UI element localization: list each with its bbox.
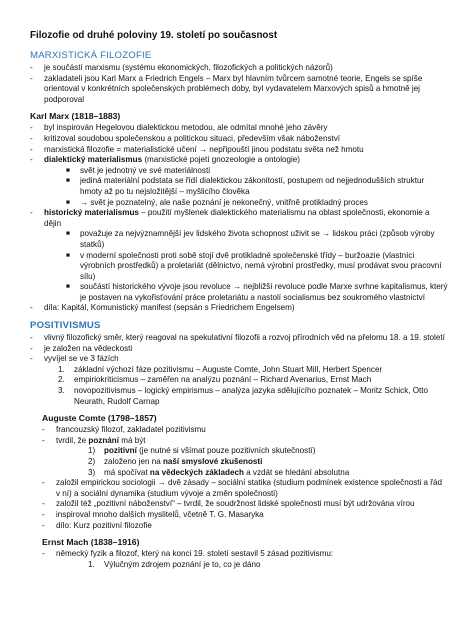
dash-marker: -: [42, 520, 45, 530]
dash-marker: -: [30, 155, 33, 165]
numbered-item: 1. Výlučným zdrojem poznání je to, co je dáno: [88, 559, 261, 569]
square-bullet-icon: ■: [66, 283, 70, 291]
number-marker: 3): [88, 467, 96, 477]
sub-list-item: ■ považuje za nejvýznamnější jev lidského života schopnost uživit se → lidskou práci (způsob výroby statků): [66, 229, 435, 249]
numbered-item: 3) má spočívat na vědeckých základech a vzdát se hledání absolutna: [88, 467, 350, 477]
numbered-item: 1. základní výchozí fáze pozitivismu – Auguste Comte, John Stuart Mill, Herbert Spencer: [58, 364, 383, 374]
numbered-item: 2) založeno jen na naší smyslové zkušenosti: [88, 457, 263, 466]
dash-marker: -: [42, 425, 45, 435]
numbered-item: 2. empiriokriticismus – zaměřen na analýzu poznání – Richard Avenarius, Ernst Mach: [58, 375, 372, 385]
person-heading-comte: Auguste Comte (1798–1857): [42, 413, 157, 424]
person-heading-mach: Ernst Mach (1838–1916): [42, 537, 140, 548]
dash-marker: -: [30, 73, 33, 83]
sub-list-item: ■ → svět je poznatelný, ale naše poznání je nekonečný, vnitřně protikladný proces: [66, 197, 368, 207]
sub-list-item: ■ součástí historického vývoje jsou revoluce → nejbližší revoluce podle Marxe svrhne kapitalismus, který je postaven na vykořisťování práce proletariátu a nastolí socialismus bez soukromého vlastnictví: [66, 282, 448, 302]
list-item: - zakladateli jsou Karl Marx a Friedrich Engels – Marx byl hlavním tvůrcem samotné teorie, Engels se spíše orientoval v konkrétních společenských problémech doby, byl vydavatelem Marxových spisů a hmotně jej podporoval: [30, 73, 423, 104]
list-item: - tvrdil, že poznání má být: [42, 435, 146, 445]
number-marker: 1.: [58, 364, 65, 374]
dash-marker: -: [42, 435, 45, 445]
square-bullet-icon: ■: [66, 198, 70, 206]
list-item: - francouzský filozof, zakladatel pozitivismu: [42, 425, 206, 435]
comte-block: [42, 413, 448, 570]
list-item: - díla: Kapitál, Komunistický manifest (sepsán s Friedrichem Engelsem): [30, 303, 295, 313]
square-bullet-icon: ■: [66, 251, 70, 259]
list-item: - marxistická filozofie = materialistické učení → nepřipouští jinou podstatu světa než hmotu: [30, 144, 364, 154]
dash-marker: -: [42, 499, 45, 509]
list-item: - vlivný filozofický směr, který reagoval na spekulativní filozofii a rozvoj přírodních věd na přelomu 18. a 19. století: [30, 333, 445, 343]
list-item: - kritizoval soudobou společenskou a politickou situaci, především však náboženství: [30, 133, 341, 143]
sub-list-item: ■ v moderní společnosti proti sobě stojí dvě protikladné společenské třídy – buržoazie (vlastníci výrobních prostředků) a proletariát (dělnictvo, nemá výrobní prostředky, musí prodávat svou pracovní sílu): [66, 250, 442, 281]
term-dialectical-materialism: dialektický materialismus: [44, 155, 143, 165]
sub-list-item: ■ jediná materiální podstata se řídí dialektickou zákonitostí, postupem od nejjednodušších struktur hmoty až po tu nejsložitější – myšlicího člověka: [66, 176, 425, 196]
list-item: - historický materialismus – použití myšlenek dialektického materialismu na oblast společnosti, ekonomie a dějin: [30, 208, 430, 228]
sub-list-item: ■ svět je jednotný ve své materiálnosti: [66, 165, 211, 175]
list-item: - je založen na vědeckosti: [30, 343, 133, 353]
dash-marker: -: [30, 208, 33, 218]
number-marker: 3.: [58, 386, 65, 396]
list-item: - dílo: Kurz pozitivní filozofie: [42, 520, 152, 530]
document-title: Filozofie od druhé poloviny 19. století po současnost: [30, 30, 278, 41]
numbered-item: 1) pozitivní (je nutné si všímat pouze pozitivních skutečností): [88, 446, 316, 456]
section-heading-positivism: POSITIVISMUS: [30, 320, 101, 332]
dash-marker: -: [30, 333, 33, 343]
list-item: - byl inspirován Hegelovou dialektickou metodou, ale odmítal mnohé jeho závěry: [30, 123, 328, 133]
number-marker: 2.: [58, 375, 65, 385]
list-item: - založil empirickou sociologii → dvě zásady – sociální statika (studium podmínek existence společnosti a řád v ní) a sociální dynamika (studium vývoje a změn společnosti): [42, 478, 442, 498]
person-heading-marx: Karl Marx (1818–1883): [30, 111, 121, 122]
dash-marker: -: [30, 343, 33, 353]
square-bullet-icon: ■: [66, 166, 70, 174]
dash-marker: -: [30, 303, 33, 313]
square-bullet-icon: ■: [66, 177, 70, 185]
dash-marker: -: [30, 123, 33, 133]
list-item: - inspiroval mnoho dalších myslitelů, včetně T. G. Masaryka: [42, 509, 264, 519]
section-heading-marxism: MARXISTICKÁ FILOZOFIE: [30, 50, 152, 61]
number-marker: 2): [88, 457, 96, 466]
dash-marker: -: [30, 133, 33, 143]
dash-marker: -: [42, 509, 45, 519]
list-item: - založil též „pozitivní náboženství“ – tvrdil, že soudržnost lidské společnosti musí být udržována vírou: [42, 499, 415, 509]
list-item: - německý fyzik a filozof, který na konci 19. století sestavil 5 zásad pozitivismu:: [42, 549, 334, 559]
numbered-item: 3. novopozitivismus – logický empirismus – analýza jazyka sdělujícího poznatek – Moritz Schick, Otto Neurath, Rudolf Carnap: [58, 386, 429, 406]
list-item: - dialektický materialismus (marxistické pojetí gnozeologie a ontologie): [30, 155, 300, 165]
dash-marker: -: [30, 63, 33, 72]
term-historical-materialism: historický materialismus: [44, 208, 139, 218]
number-marker: 1.: [88, 559, 95, 569]
list-item: - je součástí marxismu (systému ekonomických, filozofických a politických názorů): [30, 63, 333, 72]
number-marker: 1): [88, 446, 96, 456]
dash-marker: -: [30, 354, 33, 364]
list-item: - vyvíjel se ve 3 fázích: [30, 354, 119, 364]
square-bullet-icon: ■: [66, 230, 70, 238]
dash-marker: -: [30, 144, 33, 154]
dash-marker: -: [42, 478, 45, 488]
dash-marker: -: [42, 549, 45, 559]
